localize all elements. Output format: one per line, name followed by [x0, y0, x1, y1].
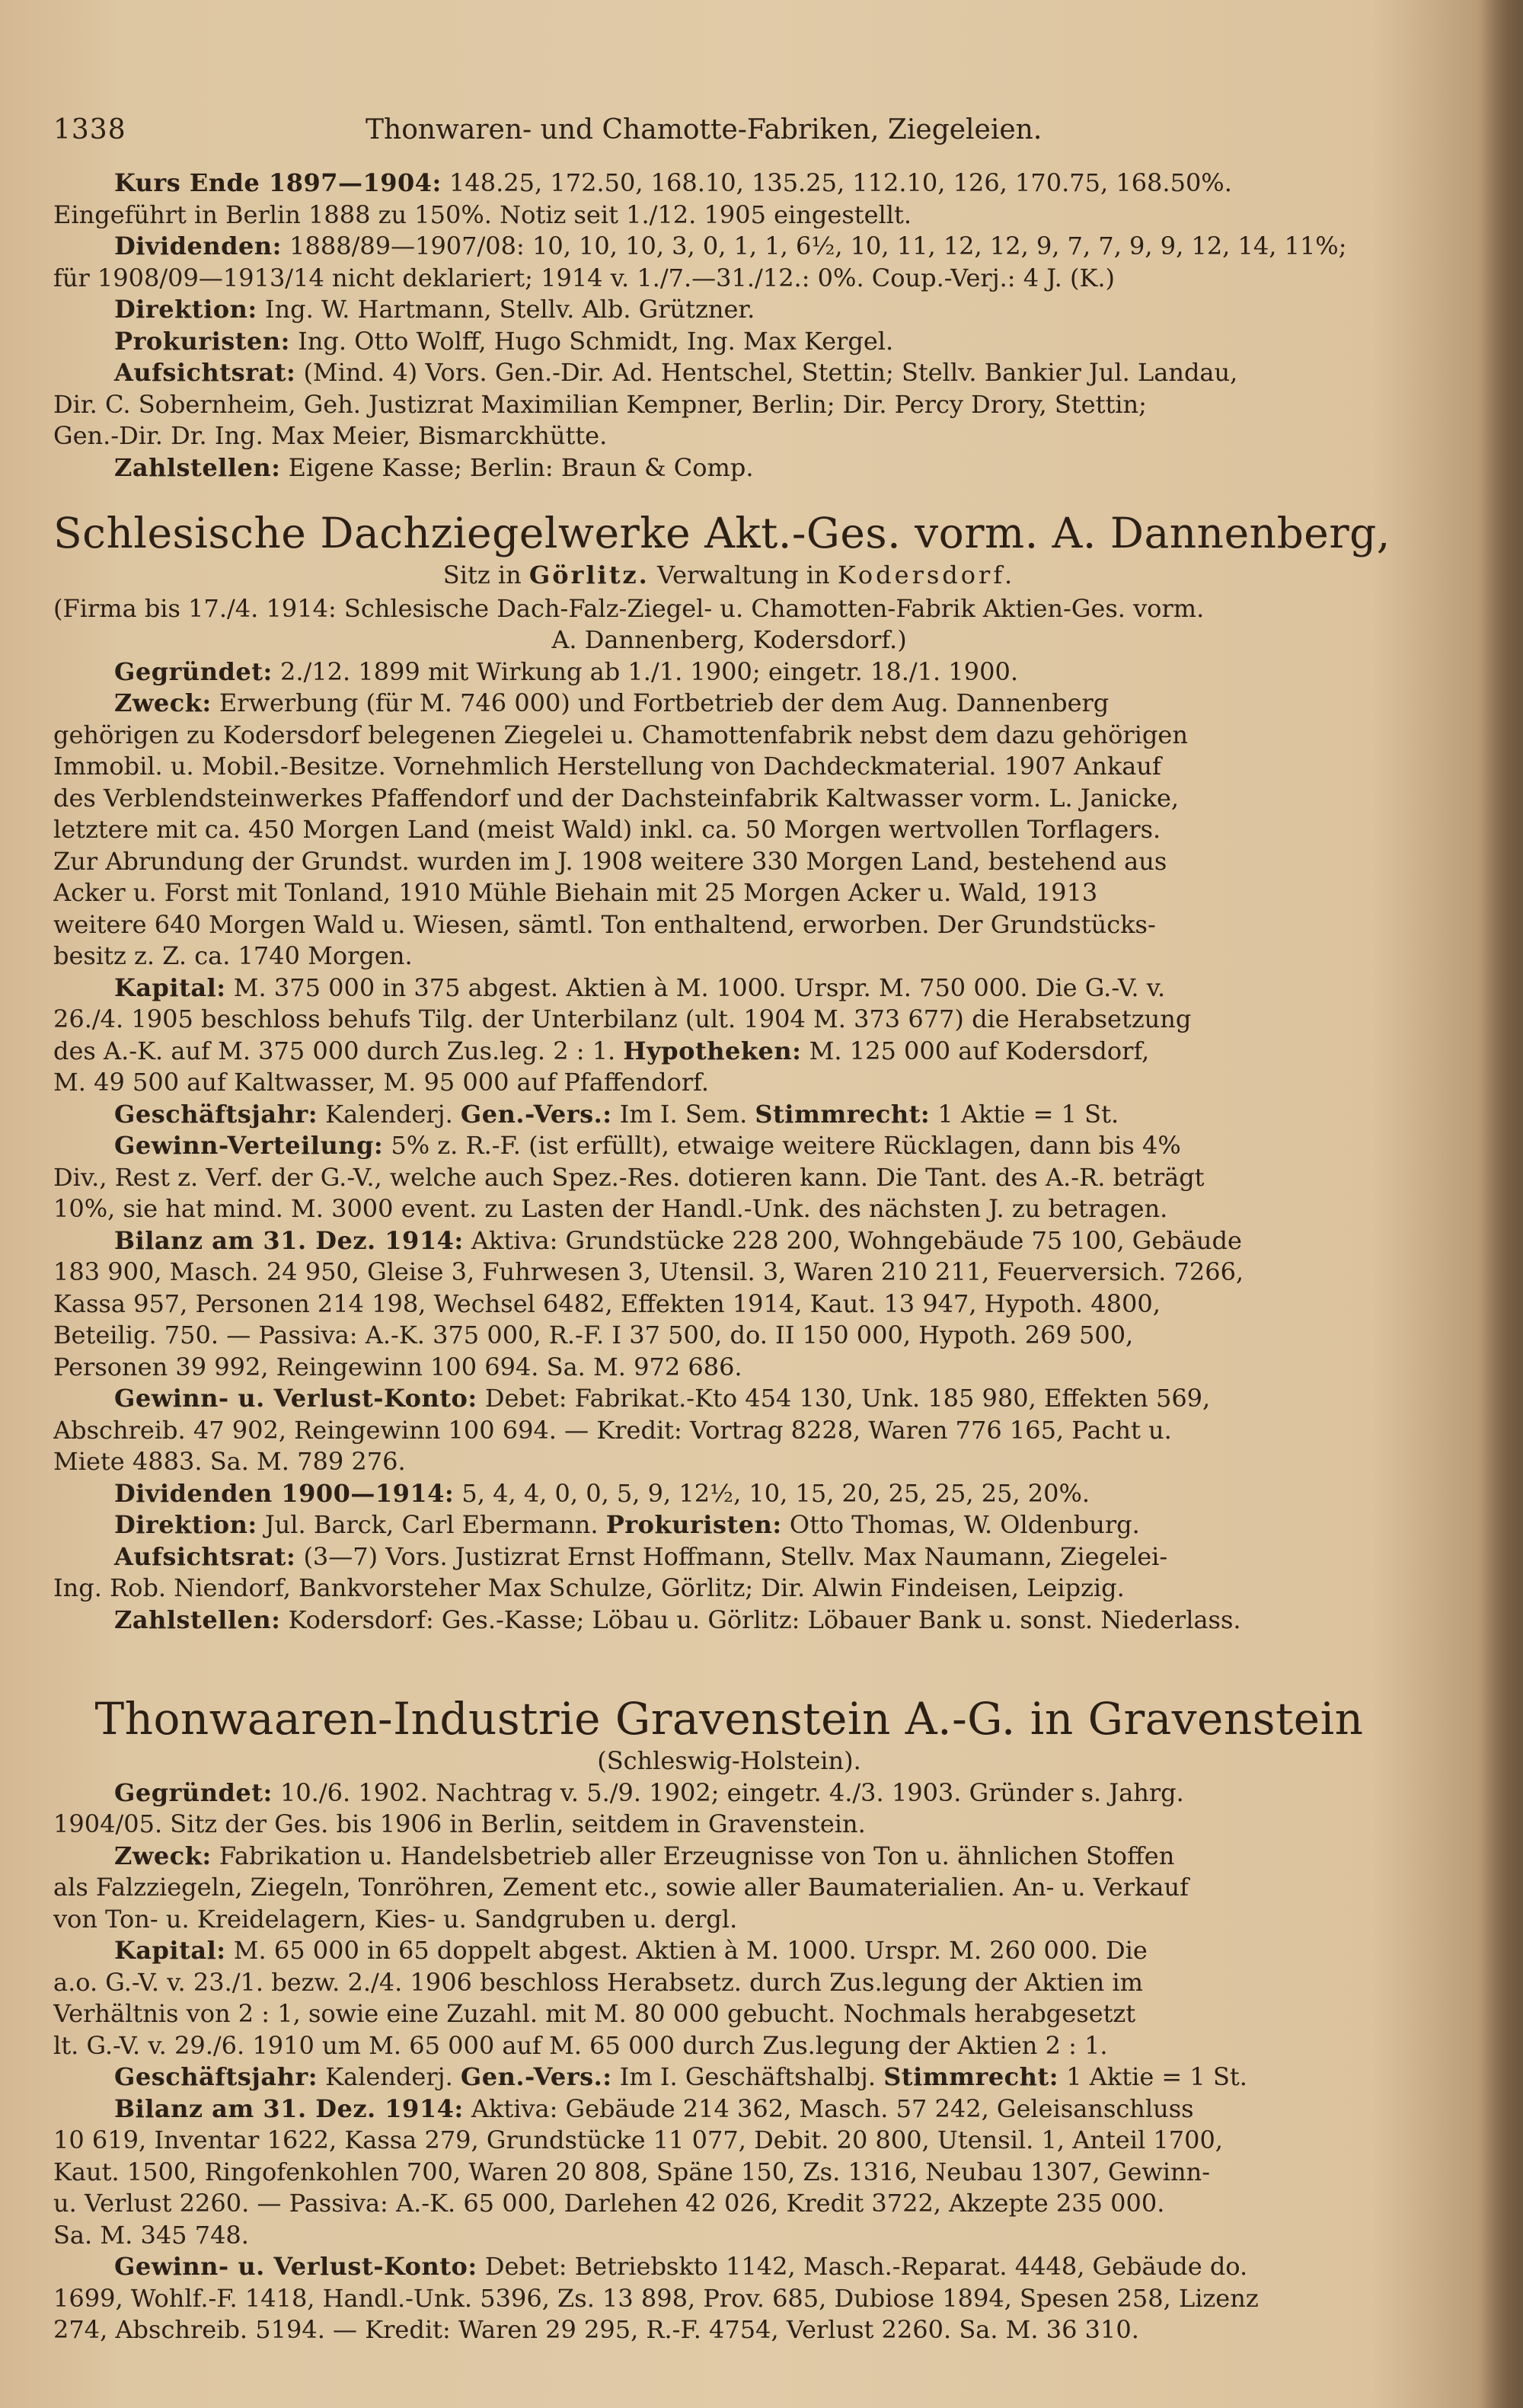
- text-line: Zweck: Erwerbung (für M. 746 000) und Fortbetrieb der dem Aug. Dannenberg: [114, 688, 1110, 717]
- text-line: des A.-K. auf M. 375 000 durch Zus.leg. 2 : 1. Hypotheken: M. 125 000 auf Kodersdorf,: [53, 1036, 1150, 1065]
- text-line: Zweck: Fabrikation u. Handelsbetrieb aller Erzeugnisse von Ton u. ähnlichen Stoffen: [114, 1841, 1175, 1870]
- page-binding-shadow: [1481, 0, 1523, 2408]
- text-line: Ing. Rob. Niendorf, Bankvorsteher Max Schulze, Görlitz; Dir. Alwin Findeisen, Leipzig.: [53, 1573, 1125, 1602]
- text-line: 1904/05. Sitz der Ges. bis 1906 in Berlin, seitdem in Gravenstein.: [53, 1809, 866, 1838]
- text-line: 1699, Wohlf.-F. 1418, Handl.-Unk. 5396, Zs. 13 898, Prov. 685, Dubiose 1894, Spesen 258, Lizenz: [53, 2283, 1259, 2313]
- text-line: 10%, sie hat mind. M. 3000 event. zu Lasten der Handl.-Unk. des nächsten J. zu betragen.: [53, 1194, 1168, 1223]
- text-line: Beteilig. 750. — Passiva: A.-K. 375 000, R.-F. I 37 500, do. II 150 000, Hypoth. 269 500,: [53, 1321, 1134, 1349]
- company-title: Schlesische Dachziegelwerke Akt.-Ges. vorm. A. Dannenberg,: [53, 509, 1390, 557]
- page-content: [53, 114, 1405, 2346]
- text-line: 10 619, Inventar 1622, Kassa 279, Grundstücke 11 077, Debit. 20 800, Utensil. 1, Anteil 1700,: [53, 2125, 1223, 2154]
- text-line: letztere mit ca. 450 Morgen Land (meist Wald) inkl. ca. 50 Morgen wertvollen Torflagers.: [53, 815, 1161, 844]
- text-line: Dir. C. Sobernheim, Geh. Justizrat Maximilian Kempner, Berlin; Dir. Percy Drory, Stettin;: [53, 389, 1147, 419]
- company-seat: Sitz in Görlitz. Verwaltung in Kodersdorf.: [442, 560, 1016, 589]
- text-line: Aufsichtsrat: (Mind. 4) Vors. Gen.-Dir. Ad. Hentschel, Stettin; Stellv. Bankier Jul. Landau,: [114, 358, 1238, 387]
- text-line: Gewinn- u. Verlust-Konto: Debet: Betriebskto 1142, Masch.-Reparat. 4448, Gebäude do.: [114, 2252, 1248, 2281]
- previous-entry: [53, 168, 1405, 484]
- text-line: Gegründet: 2./12. 1899 mit Wirkung ab 1./1. 1900; eingetr. 18./1. 1900.: [114, 656, 1018, 686]
- text-line: Gegründet: 10./6. 1902. Nachtrag v. 5./9. 1902; eingetr. 4./3. 1903. Gründer s. Jahrg.: [114, 1777, 1184, 1807]
- company-entry: [53, 1777, 1405, 2346]
- text-line: M. 49 500 auf Kaltwasser, M. 95 000 auf Pfaffendorf.: [53, 1068, 710, 1097]
- text-line: Div., Rest z. Verf. der G.-V., welche auch Spez.-Res. dotieren kann. Die Tant. des A.-R. beträgt: [53, 1162, 1205, 1192]
- section-title: Thonwaren- und Chamotte-Fabriken, Ziegeleien.: [366, 114, 1042, 145]
- running-head: [53, 114, 1405, 168]
- text-line: weitere 640 Morgen Wald u. Wiesen, sämtl. Ton enthaltend, erworben. Der Grundstücks-: [53, 909, 1156, 939]
- text-line: Dividenden: 1888/89—1907/08: 10, 10, 10, 3, 0, 1, 1, 6½, 10, 11, 12, 12, 9, 7, 7, 9, 9, 12, 14, 11%;: [114, 232, 1347, 260]
- text-line: Kaut. 1500, Ringofenkohlen 700, Waren 20 808, Späne 150, Zs. 1316, Neubau 1307, Gewinn-: [53, 2157, 1211, 2186]
- text-line: Miete 4883. Sa. M. 789 276.: [53, 1447, 406, 1476]
- text-line: a.o. G.-V. v. 23./1. bezw. 2./4. 1906 beschloss Herabsetz. durch Zus.legung der Aktien im: [53, 1967, 1143, 1997]
- text-line: Gewinn- u. Verlust-Konto: Debet: Fabrikat.-Kto 454 130, Unk. 185 980, Effekten 569,: [114, 1384, 1211, 1413]
- text-line: Direktion: Jul. Barck, Carl Ebermann. Prokuristen: Otto Thomas, W. Oldenburg.: [114, 1510, 1140, 1539]
- text-line: 183 900, Masch. 24 950, Gleise 3, Fuhrwesen 3, Utensil. 3, Waren 210 211, Feuerversich. 7266,: [53, 1257, 1244, 1286]
- company-entry: [53, 656, 1405, 1637]
- text-line: von Ton- u. Kreidelagern, Kies- u. Sandgruben u. dergl.: [53, 1904, 738, 1934]
- text-line: Abschreib. 47 902, Reingewinn 100 694. — Kredit: Vortrag 8228, Waren 776 165, Pacht u.: [53, 1415, 1172, 1445]
- text-line: gehörigen zu Kodersdorf belegenen Ziegelei u. Chamottenfabrik nebst dem dazu gehörigen: [53, 720, 1188, 749]
- text-line: Direktion: Ing. W. Hartmann, Stellv. Alb. Grützner.: [114, 295, 755, 324]
- text-line: Zur Abrundung der Grundst. wurden im J. 1908 weitere 330 Morgen Land, bestehend aus: [53, 846, 1167, 876]
- text-line: Bilanz am 31. Dez. 1914: Aktiva: Grundstücke 228 200, Wohngebäude 75 100, Gebäude: [114, 1225, 1242, 1255]
- text-line: Zahlstellen: Eigene Kasse; Berlin: Braun & Comp.: [114, 452, 754, 482]
- company-subtitle: (Schleswig-Holstein).: [597, 1746, 861, 1775]
- text-line: Kurs Ende 1897—1904: 148.25, 172.50, 168.10, 135.25, 112.10, 126, 170.75, 168.50%.: [114, 168, 1232, 197]
- text-line: Sa. M. 345 748.: [53, 2220, 249, 2250]
- text-line: Immobil. u. Mobil.-Besitze. Vornehmlich Herstellung von Dachdeckmaterial. 1907 Ankauf: [53, 752, 1161, 781]
- text-line: 274, Abschreib. 5194. — Kredit: Waren 29 295, R.-F. 4754, Verlust 2260. Sa. M. 36 310.: [53, 2315, 1139, 2344]
- text-line: als Falzziegeln, Ziegeln, Tonröhren, Zement etc., sowie aller Baumaterialien. An- u. Verkauf: [53, 1873, 1189, 1902]
- text-line: Bilanz am 31. Dez. 1914: Aktiva: Gebäude 214 362, Masch. 57 242, Geleisanschluss: [114, 2093, 1194, 2123]
- text-line: Kapital: M. 375 000 in 375 abgest. Aktien à M. 1000. Urspr. M. 750 000. Die G.-V. v.: [114, 972, 1166, 1002]
- text-line: Gewinn-Verteilung: 5% z. R.-F. (ist erfüllt), etwaige weitere Rücklagen, dann bis 4%: [114, 1131, 1181, 1160]
- text-line: besitz z. Z. ca. 1740 Morgen.: [53, 941, 413, 970]
- text-line: 26./4. 1905 beschloss behufs Tilg. der Unterbilanz (ult. 1904 M. 373 677) die Herabsetzung: [53, 1004, 1192, 1033]
- text-line: u. Verlust 2260. — Passiva: A.-K. 65 000, Darlehen 42 026, Kredit 3722, Akzepte 235 000.: [53, 2189, 1165, 2218]
- text-line: Kassa 957, Personen 214 198, Wechsel 6482, Effekten 1914, Kaut. 13 947, Hypoth. 4800,: [53, 1289, 1161, 1318]
- text-line: lt. G.-V. v. 29./6. 1910 um M. 65 000 auf M. 65 000 durch Zus.legung der Aktien 2 : 1.: [53, 2030, 1108, 2060]
- firma-note: (Firma bis 17./4. 1914: Schlesische Dach-Falz-Ziegel- u. Chamotten-Fabrik Aktien-Ges. vorm.: [53, 593, 1205, 623]
- text-line: für 1908/09—1913/14 nicht deklariert; 1914 v. 1./7.—31./12.: 0%. Coup.-Verj.: 4 J. (K.): [53, 263, 1115, 292]
- text-line: Acker u. Forst mit Tonland, 1910 Mühle Biehain mit 25 Morgen Acker u. Wald, 1913: [53, 878, 1098, 907]
- text-line: Kapital: M. 65 000 in 65 doppelt abgest. Aktien à M. 1000. Urspr. M. 260 000. Die: [114, 1936, 1148, 1965]
- text-line: Geschäftsjahr: Kalenderj. Gen.-Vers.: Im I. Sem. Stimmrecht: 1 Aktie = 1 St.: [114, 1099, 1119, 1129]
- text-line: Personen 39 992, Reingewinn 100 694. Sa. M. 972 686.: [53, 1352, 742, 1381]
- text-line: Geschäftsjahr: Kalenderj. Gen.-Vers.: Im I. Geschäftshalbj. Stimmrecht: 1 Aktie = 1 St.: [114, 2062, 1247, 2091]
- text-line: Prokuristen: Ing. Otto Wolff, Hugo Schmidt, Ing. Max Kergel.: [114, 326, 894, 356]
- text-line: des Verblendsteinwerkes Pfaffendorf und der Dachsteinfabrik Kaltwasser vorm. L. Janicke,: [53, 783, 1180, 813]
- page-number: 1338: [53, 114, 126, 145]
- text-line: Dividenden 1900—1914: 5, 4, 4, 0, 0, 5, 9, 12½, 10, 15, 20, 25, 25, 25, 20%.: [114, 1478, 1090, 1508]
- text-line: Zahlstellen: Kodersdorf: Ges.-Kasse; Löbau u. Görlitz: Löbauer Bank u. sonst. Niederlass.: [114, 1605, 1241, 1634]
- text-line: Aufsichtsrat: (3—7) Vors. Justizrat Ernst Hoffmann, Stellv. Max Naumann, Ziegelei-: [114, 1541, 1168, 1571]
- text-line: Gen.-Dir. Dr. Ing. Max Meier, Bismarckhütte.: [53, 421, 608, 450]
- firma-note: A. Dannenberg, Kodersdorf.): [551, 625, 907, 654]
- text-line: Verhältnis von 2 : 1, sowie eine Zuzahl. mit M. 80 000 gebucht. Nochmals herabgesetzt: [53, 1999, 1136, 2028]
- text-line: Eingeführt in Berlin 1888 zu 150%. Notiz seit 1./12. 1905 eingestellt.: [53, 200, 912, 229]
- company-title: Thonwaaren-Industrie Gravenstein A.-G. in Gravenstein: [94, 1693, 1364, 1745]
